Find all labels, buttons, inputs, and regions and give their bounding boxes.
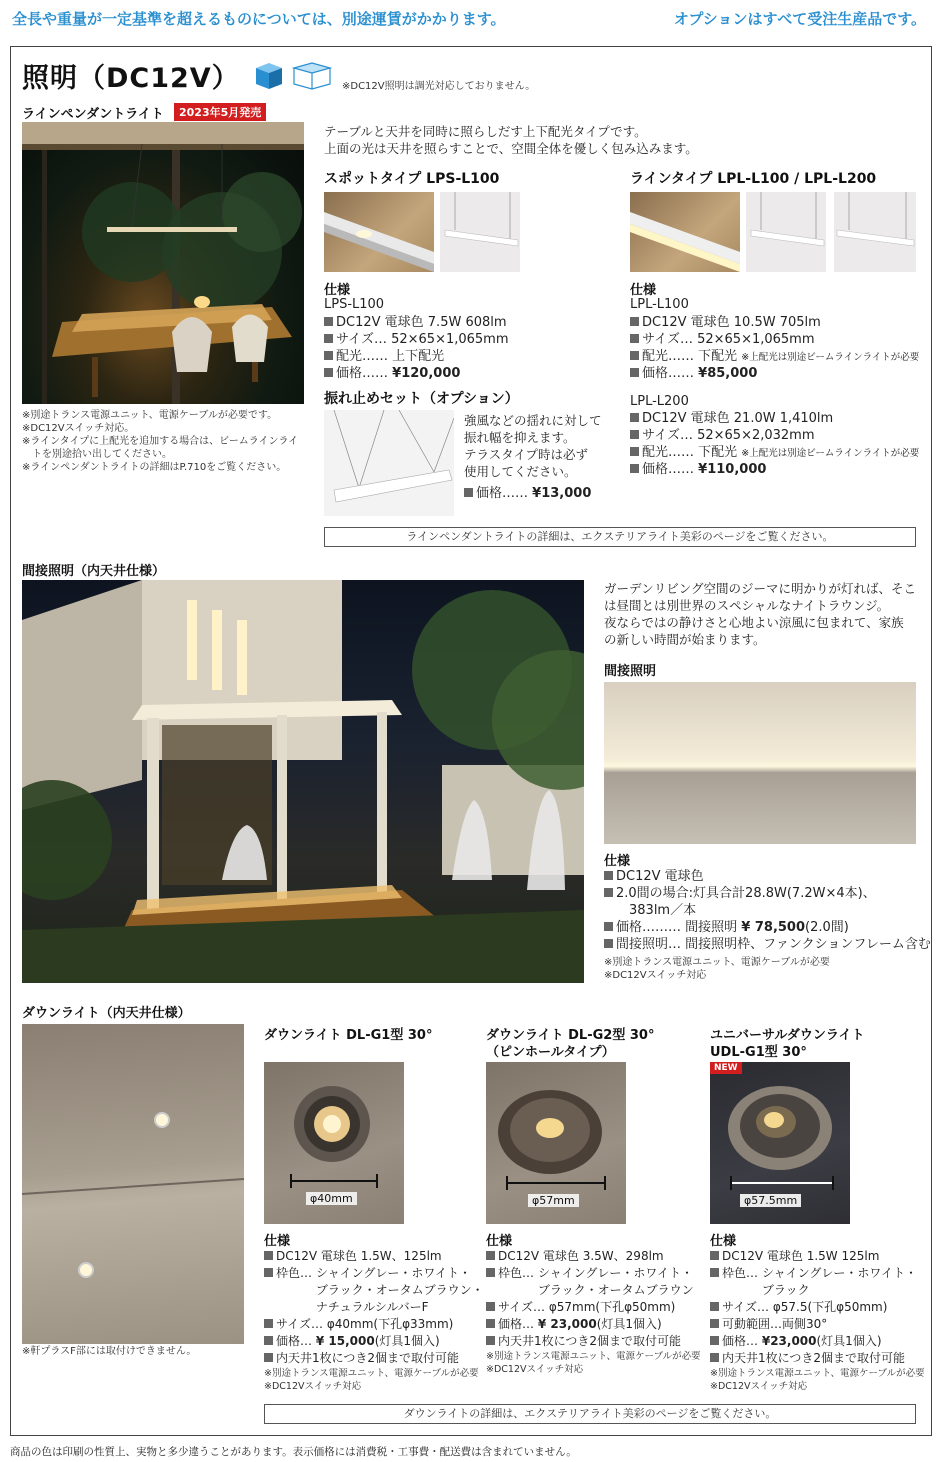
pendant-note: ※ラインタイプに上配光を追加する場合は、ビームラインライ	[22, 436, 299, 447]
dl-g1-price: 価格… ¥ 15,000(灯具1個入)	[264, 1333, 440, 1350]
udl-spec-heading: 仕様	[710, 1234, 737, 1249]
sway-set-price: 価格…… ¥13,000	[464, 485, 591, 502]
sway-set-photo	[324, 410, 454, 516]
spot-spec-line: サイズ… 52×65×1,065mm	[324, 331, 509, 348]
dl-g1-price-value: ¥ 15,000	[315, 1334, 375, 1348]
dl-g1-spec-line: DC12V 電球色 1.5W、125lm	[264, 1248, 442, 1265]
indirect-spec-line: DC12V 電球色	[604, 868, 704, 885]
shipping-notice: 全長や重量が一定基準を超えるものについては、別途運賃がかかります。	[12, 10, 506, 28]
line-light-1: 配光…… 下配光 ※上配光は別途ビームラインライトが必要	[630, 348, 919, 366]
udl-subtitle: UDL-G1型 30°	[710, 1045, 807, 1060]
line-model-2: LPL-L200	[630, 394, 689, 409]
udl-spec-line: 可動範囲…両側30°	[710, 1316, 827, 1333]
section-heading-indirect: 間接照明（内天井仕様）	[22, 564, 166, 579]
cube-icon-open	[292, 62, 332, 90]
indirect-spec-line: 383lm／本	[616, 903, 697, 918]
spot-type-photo-closeup	[324, 192, 434, 272]
udl-photo	[710, 1062, 850, 1224]
line-spec-line: DC12V 電球色 21.0W 1,410lm	[630, 410, 833, 427]
udl-spec-line: DC12V 電球色 1.5W 125lm	[710, 1248, 879, 1265]
line-model-1: LPL-L100	[630, 297, 689, 312]
dimming-note: ※DC12V照明は調光対応しておりません。	[342, 81, 536, 92]
indirect-subheading: 間接照明	[604, 664, 657, 679]
indirect-spec-line: 2.0間の場合:灯具合計28.8W(7.2W×4本)、	[604, 885, 876, 902]
udl-dimension-label: φ57.5mm	[740, 1194, 801, 1207]
line-price-1-value: ¥85,000	[698, 366, 758, 381]
sway-set-title: 振れ止めセット（オプション）	[324, 391, 519, 407]
line-type-photo-closeup	[630, 192, 740, 272]
pendant-intro-1: テーブルと天井を同時に照らしだす上下配光タイプです。	[324, 124, 647, 139]
cube-icon-solid	[254, 62, 284, 90]
dl-g1-notes: ※別途トランス電源ユニット、電源ケーブルが必要 ※DC12Vスイッチ対応	[264, 1368, 479, 1392]
pendant-terrace-photo	[22, 122, 304, 404]
indirect-price-value: ¥ 78,500	[741, 920, 806, 935]
spot-type-photo-full	[440, 192, 520, 272]
dl-g2-spec-heading: 仕様	[486, 1234, 513, 1249]
spot-price: 価格…… ¥120,000	[324, 365, 460, 382]
indirect-notes: ※別途トランス電源ユニット、電源ケーブルが必要 ※DC12Vスイッチ対応	[604, 957, 830, 981]
section-heading-downlight: ダウンライト（内天井仕様）	[22, 1006, 191, 1021]
dl-g1-spec-line: 枠色… シャイングレー・ホワイト・	[264, 1265, 471, 1282]
pendant-notes	[22, 409, 312, 474]
spot-type-title: スポットタイプ LPS-L100	[324, 171, 500, 187]
page-footer: 商品の色は印刷の性質上、実物と多少違うことがあります。表示価格には消費税・工事費・配送費は含まれていません。	[10, 1446, 577, 1458]
line-type-title: ラインタイプ LPL-L100 / LPL-L200	[630, 171, 877, 187]
udl-price: 価格… ¥23,000(灯具1個入)	[710, 1333, 882, 1350]
dl-g2-notes: ※別途トランス電源ユニット、電源ケーブルが必要 ※DC12Vスイッチ対応	[486, 1351, 701, 1375]
spot-spec-line: 配光…… 上下配光	[324, 348, 444, 365]
pendant-intro-2: 上面の光は天井を照らすことで、空間全体を優しく包み込みます。	[324, 141, 698, 156]
dl-g2-spec-line: 枠色… シャイングレー・ホワイト・	[486, 1265, 693, 1282]
udl-spec-line: 枠色… シャイングレー・ホワイト・	[710, 1265, 917, 1282]
pendant-note: ※別途トランス電源ユニット、電源ケーブルが必要です。	[22, 410, 278, 421]
line-light-2: 配光…… 下配光 ※上配光は別途ビームラインライトが必要	[630, 444, 919, 462]
line-price-2: 価格…… ¥110,000	[630, 461, 766, 478]
dl-g2-price-value: ¥ 23,000	[537, 1317, 597, 1331]
udl-new-badge: NEW	[710, 1062, 742, 1074]
spot-spec-line: DC12V 電球色 7.5W 608lm	[324, 314, 507, 331]
spot-model: LPS-L100	[324, 297, 385, 312]
line-spec-heading: 仕様	[630, 283, 657, 298]
pendant-detail-box: ラインペンダントライトの詳細は、エクステリアライト美彩のページをご覧ください。	[324, 527, 916, 547]
udl-dimension-bar	[730, 1182, 834, 1184]
indirect-closeup-photo	[604, 682, 916, 844]
pendant-note: トを別途拾い出してください。	[22, 449, 172, 460]
dl-g2-extra: 内天井1枚につき2個まで取付可能	[486, 1333, 681, 1350]
line-type-photo-l100	[746, 192, 826, 272]
order-notice: オプションはすべて受注生産品です。	[673, 10, 926, 28]
indirect-price: 価格……… 間接照明 ¥ 78,500(2.0間)	[604, 919, 849, 936]
downlight-ceiling-photo	[22, 1024, 244, 1344]
top-banner	[0, 0, 942, 36]
dl-g1-extra: 内天井1枚につき2個まで取付可能	[264, 1350, 459, 1367]
pendant-note: ※DC12Vスイッチ対応。	[22, 423, 135, 434]
udl-spec-line: ブラック	[722, 1283, 810, 1297]
udl-extra: 内天井1枚につき2個まで取付可能	[710, 1350, 905, 1367]
dl-g2-spec-line: サイズ… φ57mm(下孔φ50mm)	[486, 1299, 675, 1316]
dl-g1-title: ダウンライト DL-G1型 30°	[264, 1028, 433, 1043]
dl-g2-dimension-bar	[506, 1182, 606, 1184]
dl-g1-photo	[264, 1062, 404, 1224]
dl-g1-spec-heading: 仕様	[264, 1234, 291, 1249]
dl-g2-subtitle: （ピンホールタイプ）	[486, 1045, 615, 1060]
sway-set-price-value: ¥13,000	[532, 486, 592, 501]
line-spec-line: サイズ… 52×65×1,065mm	[630, 331, 815, 348]
dl-g1-dimension-bar	[290, 1180, 378, 1182]
indirect-description: ガーデンリビング空間のジーマに明かりが灯れば、そこ は昼間とは別世界のスペシャルなナイトラウンジ。 夜ならではの静けさと心地よい涼風に包まれて、家族 の新しい時間が始まります。	[604, 581, 917, 647]
dl-g1-dimension-label: φ40mm	[306, 1192, 357, 1205]
indirect-set-line: 間接照明… 間接照明枠、ファンクションフレーム含む	[604, 936, 931, 953]
indirect-spec-heading: 仕様	[604, 854, 631, 869]
line-spec-line: DC12V 電球色 10.5W 705lm	[630, 314, 821, 331]
indirect-lighting-photo	[22, 580, 584, 983]
udl-spec-line: サイズ… φ57.5(下孔φ50mm)	[710, 1299, 887, 1316]
section-heading-line-pendant: ラインペンダントライト	[22, 107, 164, 122]
spot-price-value: ¥120,000	[392, 366, 461, 381]
dl-g1-spec-line: サイズ… φ40mm(下孔φ33mm)	[264, 1316, 453, 1333]
line-spec-line: サイズ… 52×65×2,032mm	[630, 427, 815, 444]
udl-title: ユニバーサルダウンライト	[710, 1028, 865, 1043]
dl-g2-title: ダウンライト DL-G2型 30°	[486, 1028, 655, 1043]
line-type-photo-l200	[834, 192, 916, 272]
release-badge: 2023年5月発売	[174, 103, 266, 121]
pendant-note: ※ラインペンダントライトの詳細はP.710をご覧ください。	[22, 462, 287, 473]
downlight-photo-note: ※軒プラスF部には取付けできません。	[22, 1346, 197, 1357]
dl-g2-spec-line: ブラック・オータムブラウン	[498, 1283, 694, 1297]
dl-g1-spec-line: ナチュラルシルバーF	[276, 1300, 429, 1314]
line-price-1: 価格…… ¥85,000	[630, 365, 757, 382]
udl-price-value: ¥23,000	[761, 1334, 817, 1348]
page-title: 照明（DC12V）	[22, 63, 240, 94]
udl-notes: ※別途トランス電源ユニット、電源ケーブルが必要 ※DC12Vスイッチ対応	[710, 1368, 925, 1392]
dl-g2-dimension-label: φ57mm	[528, 1194, 579, 1207]
spot-spec-heading: 仕様	[324, 283, 351, 298]
sway-set-description: 強風などの揺れに対して 振れ幅を抑えます。 テラスタイプ時は必ず 使用してください。	[464, 413, 602, 479]
downlight-detail-box: ダウンライトの詳細は、エクステリアライト美彩のページをご覧ください。	[264, 1404, 916, 1424]
line-price-2-value: ¥110,000	[698, 462, 767, 477]
dl-g2-spec-line: DC12V 電球色 3.5W、298lm	[486, 1248, 664, 1265]
dl-g1-spec-line: ブラック・オータムブラウン・	[276, 1283, 484, 1297]
dl-g2-photo	[486, 1062, 626, 1224]
dl-g2-price: 価格… ¥ 23,000(灯具1個入)	[486, 1316, 662, 1333]
